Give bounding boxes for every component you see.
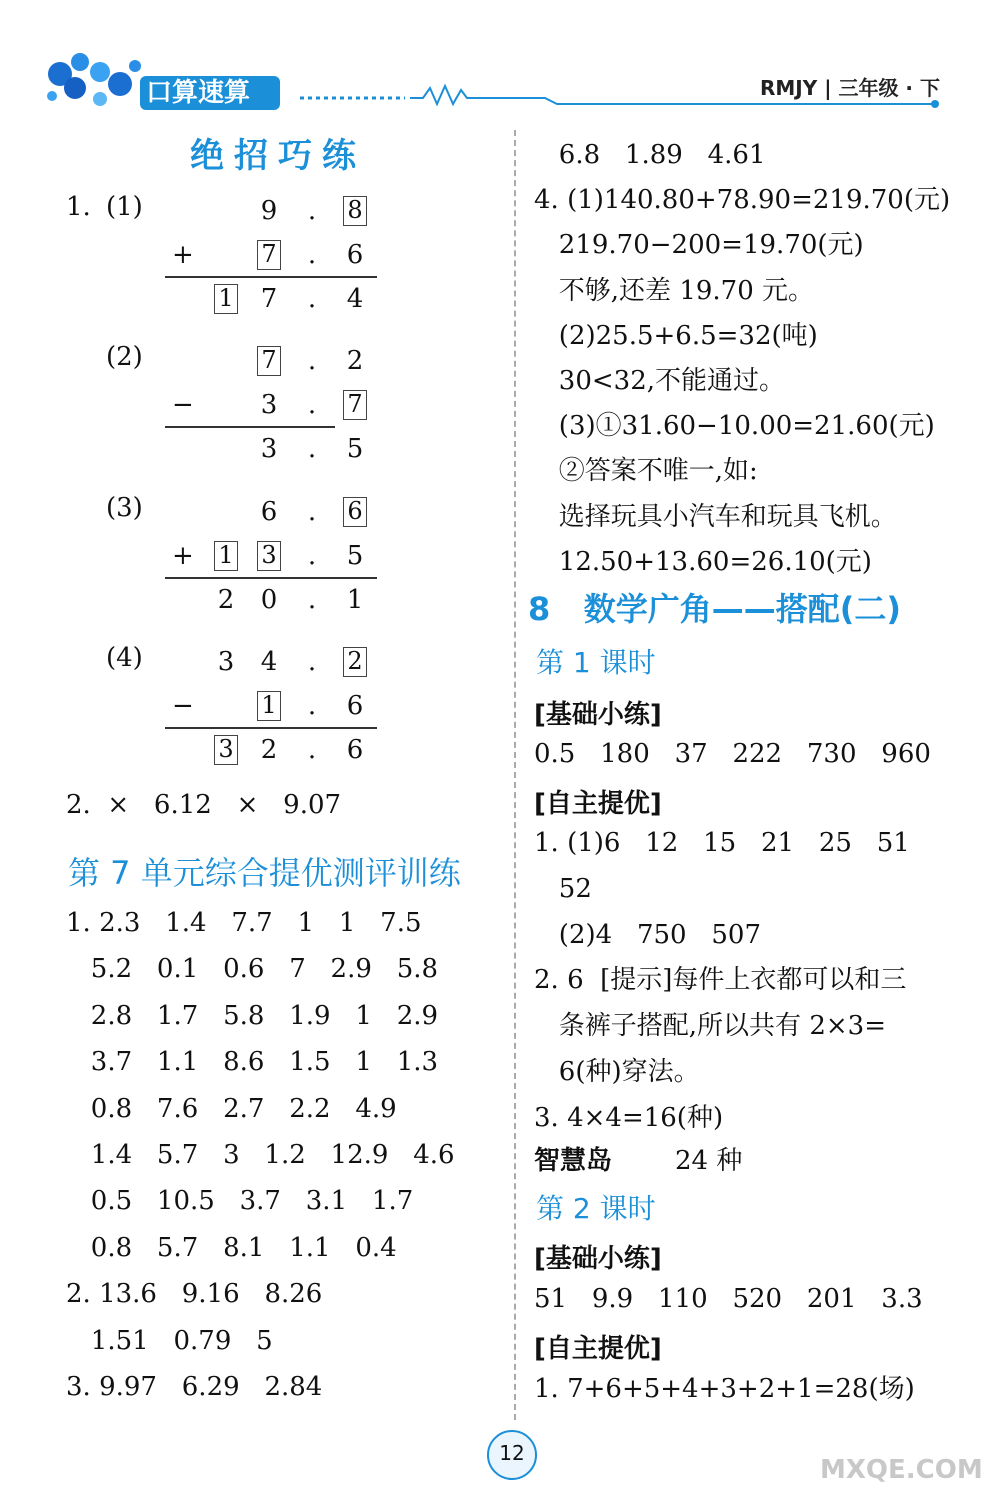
advance-answer-line: (2)4 750 507 [534,919,762,950]
advance-answer-line: 3. 4×4=16(种) [534,1102,724,1133]
calc-digit: 3 [217,647,235,677]
unit-answer-line: 1.4 5.7 3 1.2 12.9 4.6 [66,1140,455,1170]
calc-digit: 0 [260,585,278,615]
logo-splash-icon [40,44,150,114]
unit-answer-line: 3. 9.97 6.29 2.84 [66,1372,323,1402]
advance-answer-line: 1. (1)6 12 15 21 25 51 [534,828,910,858]
calc-rule [165,577,377,579]
answer-line: 4. (1)140.80+78.90=219.70(元) [534,185,951,216]
calc-digit: . [307,284,317,314]
calc-digit: 2 [260,735,278,765]
filled-box-digit: 8 [343,196,367,226]
calc-digit: 1 [346,585,364,615]
calc-operator: − [172,390,194,420]
unit-answer-line: 2. 13.6 9.16 8.26 [66,1279,323,1310]
unit-answer-line: 0.8 7.6 2.7 2.2 4.9 [66,1093,397,1124]
calc-digit: 6 [346,691,364,721]
lesson2-title: 第 2 课时 [536,1192,656,1225]
chapter-title: 8 数学广角——搭配(二) [528,590,901,628]
advance-answer-line: 条裤子搭配,所以共有 2×3= [534,1011,886,1042]
watermark: MXQE.COM [820,1455,983,1485]
filled-box-digit: 6 [343,497,367,527]
calc-digit: . [307,585,317,615]
answer-line: 219.70−200=19.70(元) [534,230,864,261]
lesson1-title: 第 1 课时 [536,646,656,679]
brand-title: 口算速算 [146,78,251,108]
filled-box-digit: 2 [343,647,367,677]
answer-line: 30<32,不能通过。 [534,366,786,396]
calc-digit: . [307,240,317,270]
wisdom-answer: 24 种 [675,1146,743,1176]
calc-digit: . [307,196,317,226]
lesson2-advance-answers: 1. 7+6+5+4+3+2+1=28(场) [534,1374,915,1404]
lesson2-basic-answers: 51 9.9 110 520 201 3.3 [534,1284,923,1314]
q2-answer: 2. × 6.12 × 9.07 [66,790,342,820]
filled-box-digit: 1 [214,284,238,314]
answer-line: 不够,还差 19.70 元。 [534,275,815,306]
calc-digit: 2 [346,346,364,376]
calc-operator: − [172,691,194,721]
basic-label-1: [基础小练] [534,700,662,730]
filled-box-digit: 7 [257,240,281,270]
calc-rule [165,727,377,729]
filled-box-digit: 1 [257,691,281,721]
calc-rule [165,276,377,278]
unit-answer-line: 0.5 10.5 3.7 3.1 1.7 [66,1186,414,1217]
answer-line: 12.50+13.60=26.10(元) [534,546,872,577]
calc-digit: . [307,497,317,527]
answer-line: ②答案不唯一,如: [534,456,758,487]
calc-digit: . [307,346,317,376]
unit-title: 第 7 单元综合提优测评训练 [68,854,461,892]
q1-label: 1. [66,192,91,222]
unit-answer-line: 1. 2.3 1.4 7.7 1 1 7.5 [66,908,422,938]
calc-digit: . [307,434,317,464]
answer-line: (3)①31.60−10.00=21.60(元) [534,411,935,442]
filled-box-digit: 3 [257,541,281,571]
calc-digit: 3 [260,434,278,464]
unit-answer-line: 0.8 5.7 8.1 1.1 0.4 [66,1232,397,1263]
calc-digit: 6 [346,735,364,765]
calc-digit: 3 [260,390,278,420]
section-title: 绝招巧练 [190,136,366,176]
calc-digit: 4 [346,284,364,314]
advance-label-2: [自主提优] [534,1334,662,1364]
calc-digit: 5 [346,434,364,464]
basic-label-2: [基础小练] [534,1244,662,1274]
unit-answer-line: 2.8 1.7 5.8 1.9 1 2.9 [66,1000,439,1031]
calc-operator: + [172,240,194,270]
answer-line: 选择玩具小汽车和玩具飞机。 [534,501,897,532]
edition-label: RMJY | 三年级 · 下 [760,76,940,100]
calc-digit: 2 [217,585,235,615]
calc-rule [165,426,335,428]
unit-answer-line: 3.7 1.1 8.6 1.5 1 1.3 [66,1047,439,1078]
calc-label: (1) [106,192,143,222]
answer-line: (2)25.5+6.5=32(吨) [534,320,818,351]
unit-answer-line: 1.51 0.79 5 [66,1325,273,1356]
calc-label: (4) [106,643,143,673]
calc-digit: 5 [346,541,364,571]
unit-answer-line: 5.2 0.1 0.6 7 2.9 5.8 [66,954,439,985]
calc-digit: . [307,647,317,677]
calc-digit: . [307,541,317,571]
calc-label: (3) [106,493,143,523]
calc-digit: . [307,735,317,765]
filled-box-digit: 1 [214,541,238,571]
calc-digit: 6 [260,497,278,527]
filled-box-digit: 7 [343,390,367,420]
page-number: 12 [499,1441,525,1465]
filled-box-digit: 3 [214,735,238,765]
calc-digit: 6 [346,240,364,270]
advance-label-1: [自主提优] [534,789,662,819]
filled-box-digit: 7 [257,346,281,376]
answer-line: 6.8 1.89 4.61 [534,140,766,170]
calc-digit: . [307,691,317,721]
calc-digit: 7 [260,284,278,314]
column-divider [514,130,516,1420]
lesson1-basic-answers: 0.5 180 37 222 730 960 [534,739,931,769]
advance-answer-line: 52 [534,873,592,904]
calc-digit: 4 [260,647,278,677]
calc-digit: 9 [260,196,278,226]
advance-answer-line: 2. 6 [提示]每件上衣都可以和三 [534,965,907,996]
calc-operator: + [172,541,194,571]
calc-label: (2) [106,342,143,372]
advance-answer-line: 6(种)穿法。 [534,1057,700,1087]
wisdom-label: 智慧岛 [534,1146,613,1176]
calc-digit: . [307,390,317,420]
